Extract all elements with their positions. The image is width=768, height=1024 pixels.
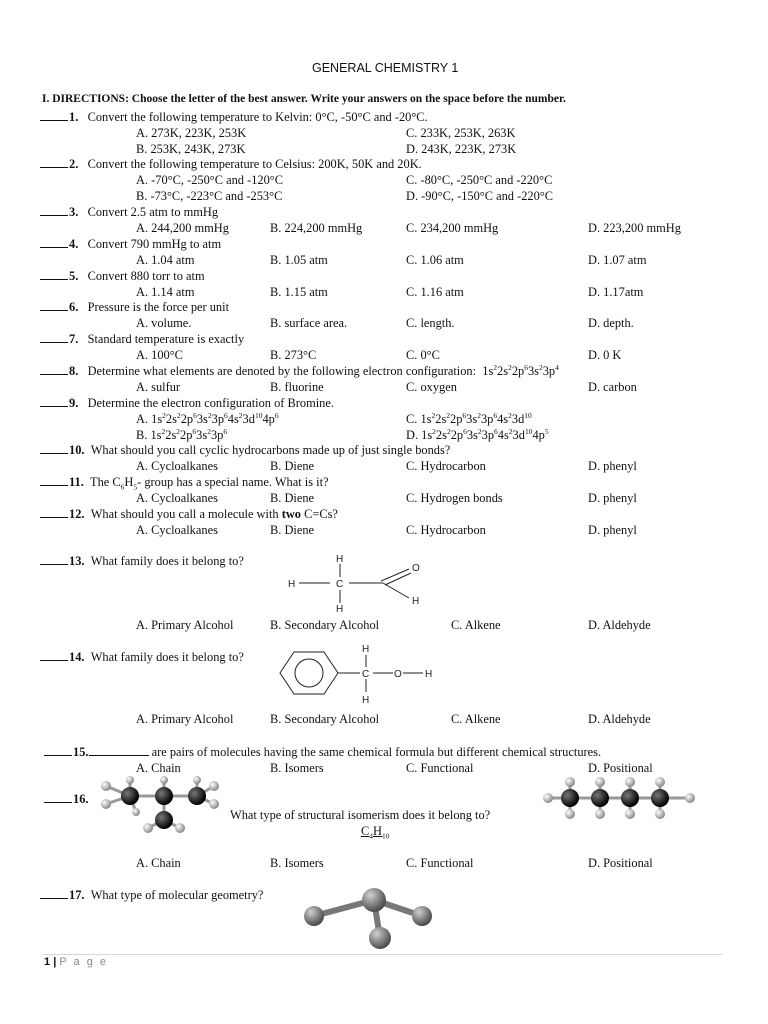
molecular-formula: $C_4H_{10}$	[361, 824, 390, 841]
choice-c: C. 233K, 253K, 263K	[406, 126, 516, 140]
answer-blank[interactable]	[40, 475, 68, 486]
text-fragment: C=Cs?	[304, 507, 338, 521]
choice-label: A.	[136, 412, 149, 426]
question-17	[40, 888, 263, 903]
directions	[42, 93, 566, 105]
svg-text:H: H	[336, 554, 344, 565]
choice-c: C. 1.16 atm	[406, 285, 464, 299]
choice-d: D. 0 K	[588, 348, 622, 362]
svg-text:H: H	[412, 596, 420, 607]
question-11	[40, 475, 329, 490]
choice-c: C. length.	[406, 316, 455, 330]
choice-a: A. Chain	[136, 856, 181, 870]
question-9	[40, 396, 334, 411]
directions-text: Choose the letter of the best answer. Write your answers on the space before the number.	[131, 93, 566, 105]
svg-text:H: H	[425, 669, 433, 680]
page-label: P a g e	[59, 956, 108, 968]
question-text: are pairs of molecules having the same chemical formula but different chemical structures.	[151, 745, 602, 759]
directions-label: I. DIRECTIONS:	[42, 93, 129, 105]
choice-d: D. carbon	[588, 380, 637, 394]
question-text: What should you call cyclic hydrocarbons made up of just single bonds?	[90, 443, 451, 457]
question-15	[44, 745, 601, 760]
choice-a: A. Primary Alcohol	[136, 618, 234, 632]
question-text: What type of molecular geometry?	[90, 888, 264, 902]
question-5	[40, 269, 205, 284]
question-number: 2.	[69, 157, 79, 171]
question-number: 7.	[69, 332, 79, 346]
answer-blank[interactable]	[40, 205, 68, 216]
question-4	[40, 237, 221, 252]
question-text: Convert 880 torr to atm	[87, 269, 205, 283]
choice-c: C. 234,200 mmHg	[406, 221, 499, 235]
choice-a: A. $1s^22s^22p^63s^23p^64s^23d^{10}4p^6$	[136, 410, 279, 426]
choice-d: D. $1s^22s^22p^63s^23p^64s^23d^{10}4p^5$	[406, 426, 549, 442]
choice-c: C. oxygen	[406, 380, 457, 394]
page-footer	[44, 956, 108, 968]
svg-text:H: H	[336, 604, 344, 614]
electron-configuration: $1s^22s^22p^63s^23p^4$	[482, 362, 559, 378]
choice-c: C. -80°C, -250°C and -220°C	[406, 173, 553, 187]
choice-b: B. -73°C, -223°C and -253°C	[136, 189, 283, 203]
question-number: 1.	[69, 110, 79, 124]
choice-c: C. Functional	[406, 761, 474, 775]
choice-c: C. Hydrocarbon	[406, 459, 486, 473]
svg-text:H: H	[362, 644, 370, 655]
question-number: 8.	[69, 364, 79, 378]
choice-c: C. 0°C	[406, 348, 440, 362]
question-text: Pressure is the force per unit	[87, 300, 230, 314]
answer-blank[interactable]	[40, 110, 68, 121]
answer-blank[interactable]	[44, 792, 72, 803]
choice-b: B. 253K, 243K, 273K	[136, 142, 246, 156]
choice-c: C. Alkene	[451, 618, 501, 632]
question-16-text: What type of structural isomerism does it belong to?	[230, 808, 491, 822]
question-text: What family does it belong to?	[90, 650, 244, 664]
choice-a: A. volume.	[136, 316, 192, 330]
choice-b: B. 1.05 atm	[270, 253, 328, 267]
choice-b: B. Diene	[270, 491, 315, 505]
question-number: 17.	[69, 888, 85, 902]
choice-a: A. 244,200 mmHg	[136, 221, 229, 235]
choice-c: C. 1.06 atm	[406, 253, 464, 267]
choice-b: B. Isomers	[270, 856, 324, 870]
molecular-geometry-model	[296, 882, 446, 952]
choice-b: B. $1s^22s^22p^63s^23p^6$	[136, 426, 228, 442]
page-title: GENERAL CHEMISTRY 1	[312, 61, 459, 75]
page-number: 1	[44, 956, 51, 968]
answer-blank[interactable]	[44, 745, 72, 756]
question-number: 4.	[69, 237, 79, 251]
answer-blank[interactable]	[40, 650, 68, 661]
choice-d: D. Positional	[588, 856, 653, 870]
question-text: Convert 790 mmHg to atm	[87, 237, 222, 251]
choice-a: A. 273K, 223K, 253K	[136, 126, 247, 140]
question-3	[40, 205, 218, 220]
answer-blank[interactable]	[40, 888, 68, 899]
choice-d: D. phenyl	[588, 491, 637, 505]
answer-blank[interactable]	[40, 269, 68, 280]
linear-butane-model	[540, 776, 700, 824]
question-number: 15.	[73, 745, 89, 759]
question-6	[40, 300, 229, 315]
choice-d: D. depth.	[588, 316, 634, 330]
choice-d: D. 243K, 223K, 273K	[406, 142, 517, 156]
text-fragment: The C	[90, 475, 121, 489]
choice-label: B.	[136, 428, 148, 442]
question-text: Convert 2.5 atm to mmHg	[87, 205, 219, 219]
question-text: Determine what elements are denoted by the following electron configuration:	[87, 364, 477, 378]
answer-blank[interactable]	[40, 443, 68, 454]
question-1	[40, 110, 428, 125]
question-number: 16.	[73, 792, 89, 806]
choice-a: A. Cycloalkanes	[136, 459, 218, 473]
choice-b: B. 273°C	[270, 348, 317, 362]
svg-text:H: H	[288, 579, 296, 590]
svg-text:H: H	[362, 695, 370, 706]
choice-d: D. Aldehyde	[588, 712, 651, 726]
choice-b: B. surface area.	[270, 316, 348, 330]
choice-d: D. Positional	[588, 761, 653, 775]
question-10	[40, 443, 450, 458]
svg-text:C: C	[362, 669, 370, 680]
question-number: 10.	[69, 443, 85, 457]
choice-d: D. -90°C, -150°C and -220°C	[406, 189, 554, 203]
fill-in-blank[interactable]	[89, 745, 149, 756]
question-number: 12.	[69, 507, 85, 521]
choice-a: A. sulfur	[136, 380, 181, 394]
text-fragment: What should you call a molecule with	[90, 507, 279, 521]
answer-blank[interactable]	[40, 157, 68, 168]
footer-divider	[42, 954, 722, 955]
question-text: Convert the following temperature to Celsius: 200K, 50K and 20K.	[87, 157, 422, 171]
question-number: 3.	[69, 205, 79, 219]
choice-b: B. Diene	[270, 523, 315, 537]
question-number: 6.	[69, 300, 79, 314]
answer-blank[interactable]	[40, 300, 68, 311]
question-7	[40, 332, 244, 347]
svg-text:O: O	[394, 669, 402, 680]
answer-blank[interactable]	[40, 507, 68, 518]
answer-blank[interactable]	[40, 237, 68, 248]
choice-b: B. Diene	[270, 459, 315, 473]
choice-c: C. Hydrogen bonds	[406, 491, 503, 505]
choice-label: C.	[406, 412, 418, 426]
question-text: Standard temperature is exactly	[87, 332, 245, 346]
choice-a: A. 1.14 atm	[136, 285, 195, 299]
choice-b: B. 1.15 atm	[270, 285, 328, 299]
choice-d: D. Aldehyde	[588, 618, 651, 632]
question-8	[40, 364, 559, 379]
question-text: Determine the electron configuration of Bromine.	[87, 396, 334, 410]
choice-c: C. Hydrocarbon	[406, 523, 486, 537]
choice-d: D. phenyl	[588, 459, 637, 473]
choice-c: C. $1s^22s^22p^63s^23p^64s^23d^{10}$	[406, 410, 532, 426]
choice-a: A. 1.04 atm	[136, 253, 195, 267]
choice-b: B. Secondary Alcohol	[270, 712, 380, 726]
question-number: 11.	[69, 475, 84, 489]
choice-a: A. Cycloalkanes	[136, 491, 218, 505]
branched-butane-model	[92, 776, 222, 836]
question-text: The $C_6H_5-$ group has a special name. What is it?	[90, 475, 329, 492]
question-16	[44, 792, 89, 807]
question-number: 13.	[69, 554, 85, 568]
question-14	[40, 650, 244, 665]
choice-a: A. Cycloalkanes	[136, 523, 218, 537]
choice-d: D. 1.17atm	[588, 285, 644, 299]
choice-b: B. Secondary Alcohol	[270, 618, 380, 632]
choice-a: A. Chain	[136, 761, 181, 775]
question-number: 5.	[69, 269, 79, 283]
question-13	[40, 554, 244, 569]
question-text: What family does it belong to?	[90, 554, 244, 568]
choice-b: B. Isomers	[270, 761, 324, 775]
question-text: Convert the following temperature to Kelvin: 0°C, -50°C and -20°C.	[87, 110, 428, 124]
answer-blank[interactable]	[40, 396, 68, 407]
choice-b: B. 224,200 mmHg	[270, 221, 363, 235]
svg-text:O: O	[412, 563, 420, 574]
acetaldehyde-structure	[283, 552, 433, 614]
benzyl-alcohol-structure	[272, 642, 447, 708]
choice-c: C. Alkene	[451, 712, 501, 726]
choice-a: A. 100°C	[136, 348, 183, 362]
question-12	[40, 507, 338, 522]
choice-label: D.	[406, 428, 419, 442]
question-number: 9.	[69, 396, 79, 410]
footer-separator: |	[53, 956, 57, 968]
question-text	[91, 507, 338, 521]
answer-blank[interactable]	[40, 554, 68, 565]
svg-text:C: C	[336, 579, 344, 590]
choice-d: D. 223,200 mmHg	[588, 221, 681, 235]
choice-d: D. 1.07 atm	[588, 253, 647, 267]
question-2	[40, 157, 422, 172]
answer-blank[interactable]	[40, 332, 68, 343]
answer-blank[interactable]	[40, 364, 68, 375]
choice-d: D. phenyl	[588, 523, 637, 537]
choice-a: A. Primary Alcohol	[136, 712, 234, 726]
text-emphasis: two	[281, 507, 301, 521]
text-fragment: - group has a special name. What is it?	[137, 475, 329, 489]
choice-a: A. -70°C, -250°C and -120°C	[136, 173, 284, 187]
choice-b: B. fluorine	[270, 380, 324, 394]
question-number: 14.	[69, 650, 85, 664]
choice-c: C. Functional	[406, 856, 474, 870]
